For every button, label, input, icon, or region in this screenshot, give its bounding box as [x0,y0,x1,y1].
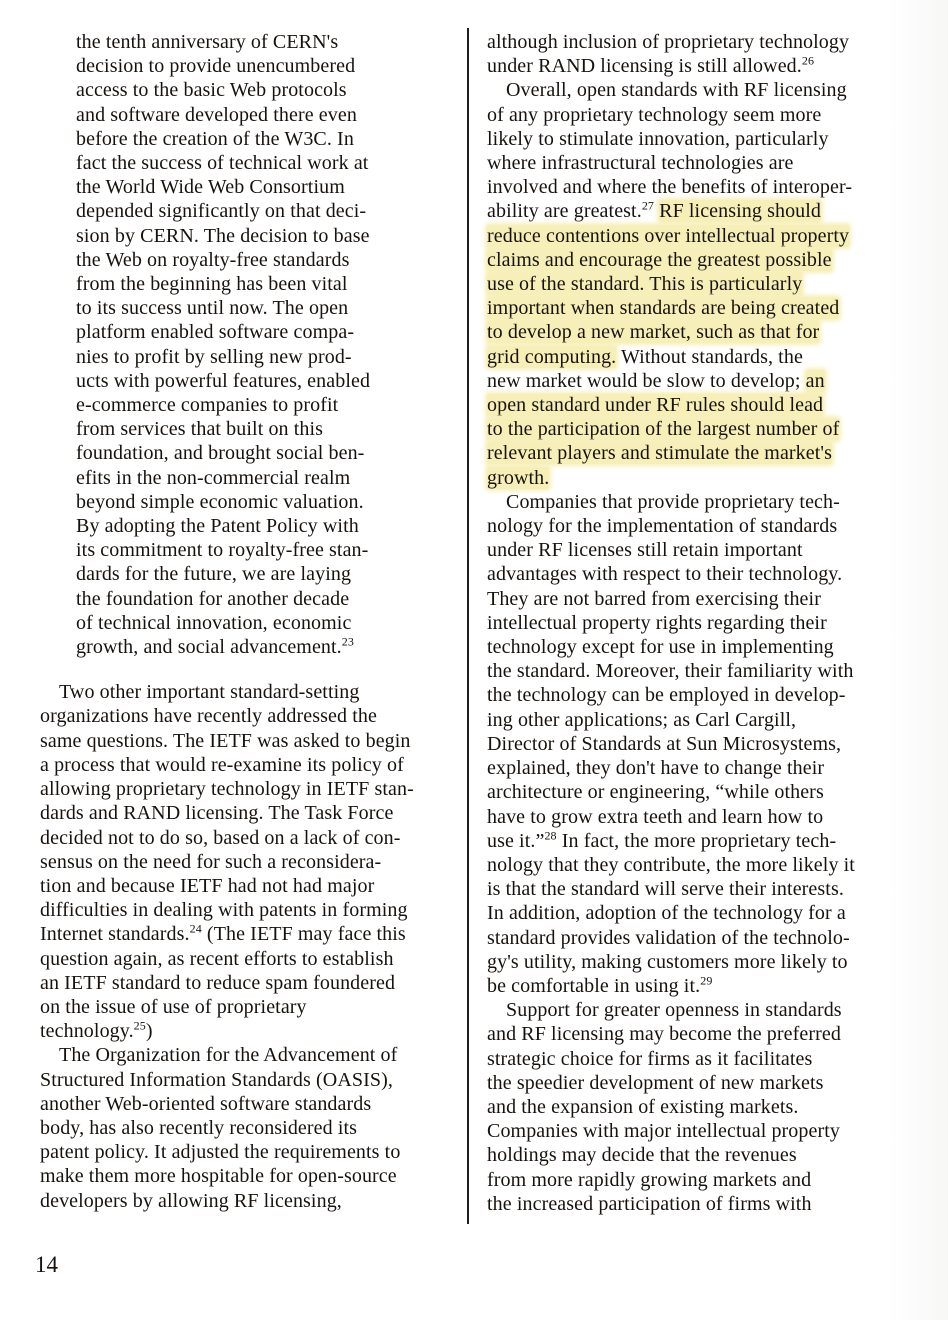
footnote-ref: 27 [641,198,655,213]
text-segment: Internet standards. [40,923,190,946]
text-segment: is that the standard will serve their interests. [487,878,844,901]
paragraph [487,78,919,489]
text-line [76,417,465,441]
text-segment: sion by CERN. The decision to base [76,224,370,247]
text-line [487,417,919,441]
text-segment: Support for greater openness in standards [506,999,842,1022]
text-line [40,1043,465,1067]
text-line [487,103,919,127]
text-line [487,853,919,877]
text-line [40,898,465,922]
text-segment: By adopting the Patent Policy with [76,515,359,538]
text-line [487,950,919,974]
text-segment: where infrastructural technologies are [487,152,794,175]
text-line [76,78,465,102]
text-segment: allowing proprietary technology in IETF stan- [40,778,414,801]
text-line [487,1095,919,1119]
text-line [76,538,465,562]
text-line [487,829,919,853]
text-segment: nology for the implementation of standards [487,515,838,538]
text-segment: the speedier development of new markets [487,1071,824,1094]
text-segment: the World Wide Web Consortium [76,176,345,199]
text-line [487,1119,919,1143]
text-segment: be comfortable in using it. [487,974,701,997]
footnote-ref: 28 [544,828,557,843]
text-segment: In fact, the more proprietary tech- [556,829,837,852]
text-segment: architecture or engineering, “while others [487,781,824,804]
text-segment: tion and because IETF had not had major [40,874,375,897]
text-line [40,1092,465,1116]
text-segment: before the creation of the W3C. In [76,127,354,150]
text-segment: platform enabled software compa- [76,321,355,344]
text-segment: difficulties in dealing with patents in forming [40,899,408,922]
text-line [487,587,919,611]
text-segment: technology except for use in implementing [487,636,834,659]
text-line [487,756,919,780]
text-segment: The Organization for the Advancement of [59,1044,398,1067]
text-segment: under RF licenses still retain important [487,539,803,562]
text-segment: dards for the future, we are laying [76,563,352,586]
highlighted-text: use of the standard. This is particularly [487,273,803,296]
text-line [76,635,465,659]
text-segment: intellectual property rights regarding their [487,611,827,634]
text-segment: make them more hospitable for open-source [40,1165,397,1188]
text-segment: access to the basic Web protocols [76,79,347,102]
text-segment: an IETF standard to reduce spam foundered [40,971,396,994]
text-line [487,1168,919,1192]
text-segment: and RF licensing may become the preferred [487,1023,841,1046]
text-segment: from more rapidly growing markets and [487,1168,812,1191]
text-line [487,466,919,490]
text-segment: ing other applications; as Carl Cargill, [487,708,797,731]
text-line [487,296,919,320]
footnote-ref: 26 [801,53,815,68]
text-line [40,729,465,753]
text-segment: new market would be slow to develop; [487,369,806,392]
text-line [487,441,919,465]
text-segment: the standard. Moreover, their familiarity with [487,660,854,683]
text-line [40,801,465,825]
left-column [40,30,465,1213]
text-line [487,877,919,901]
text-line [487,635,919,659]
text-line [76,30,465,54]
text-line [40,1116,465,1140]
text-segment: Overall, open standards with RF licensing [506,79,847,102]
text-segment: Director of Standards at Sun Microsystems, [487,732,842,755]
text-segment: fact the success of technical work at [76,152,369,175]
paragraph [487,998,919,1216]
text-segment: on the issue of use of proprietary [40,995,307,1018]
text-segment: growth, and social advancement. [76,636,342,659]
text-segment: developers by allowing RF licensing, [40,1189,342,1212]
text-segment: the Web on royalty-free standards [76,248,350,271]
text-line [76,441,465,465]
paragraph [487,490,919,998]
text-segment: nology that they contribute, the more likely it [487,853,855,876]
text-line [40,850,465,874]
highlighted-text: claims and encourage the greatest possible [487,248,832,271]
paragraph [40,680,465,1043]
text-line [487,1047,919,1071]
text-line [487,272,919,296]
text-line [487,224,919,248]
text-line [487,732,919,756]
text-line [487,974,919,998]
text-line [76,54,465,78]
text-segment: nies to profit by selling new prod- [76,345,352,368]
text-line [487,369,919,393]
paragraph [487,30,919,78]
text-segment: decided not to do so, based on a lack of con- [40,826,401,849]
text-segment: have to grow extra teeth and learn how to [487,805,824,828]
text-segment: although inclusion of proprietary technology [487,31,850,53]
footnote-ref: 29 [700,973,713,988]
paragraph [40,1043,465,1212]
text-segment: its commitment to royalty-free stan- [76,539,369,562]
text-line [487,1071,919,1095]
text-line [40,1140,465,1164]
text-line [487,780,919,804]
text-segment: foundation, and brought social ben- [76,442,365,465]
text-line [487,175,919,199]
text-segment: use it.” [487,829,545,852]
text-segment: technology. [40,1020,134,1043]
highlighted-text: grid computing. [487,345,617,368]
text-segment: (The IETF may face this [201,923,406,946]
text-line [40,777,465,801]
text-segment: decision to provide unencumbered [76,55,356,78]
text-line [487,805,919,829]
highlighted-text: reduce contentions over intellectual property [487,224,850,247]
highlighted-text: growth. [487,466,550,489]
text-line [487,151,919,175]
text-line [40,1164,465,1188]
text-line [487,393,919,417]
highlighted-text: open standard under RF rules should lead [487,394,824,417]
text-segment: body, has also recently reconsidered its [40,1116,358,1139]
text-segment: to its success until now. The open [76,297,349,320]
text-line [40,971,465,995]
text-line [76,127,465,151]
text-segment: ucts with powerful features, enabled [76,369,371,392]
text-segment: of technical innovation, economic [76,611,352,634]
text-segment: of any proprietary technology seem more [487,103,822,126]
text-line [76,224,465,248]
text-segment: organizations have recently addressed the [40,705,377,728]
text-segment: the tenth anniversary of CERN's [76,31,339,53]
text-segment: under RAND licensing is still allowed. [487,55,802,78]
text-line [76,248,465,272]
text-line [76,514,465,538]
text-line [40,1068,465,1092]
footnote-ref: 23 [341,634,354,649]
text-line [40,753,465,777]
text-segment: holdings may decide that the revenues [487,1144,797,1167]
text-segment: depended significantly on that deci- [76,200,367,223]
text-segment: Structured Information Standards (OASIS), [40,1068,393,1091]
highlighted-text: to the participation of the largest number of [487,418,840,441]
text-line [40,1189,465,1213]
text-line [76,587,465,611]
text-segment: question again, as recent efforts to establish [40,947,394,970]
text-line [40,995,465,1019]
text-line [40,680,465,704]
text-segment: and the expansion of existing markets. [487,1095,799,1118]
text-segment: ability are greatest. [487,200,642,223]
text-segment: likely to stimulate innovation, particularly [487,127,829,150]
highlighted-text: relevant players and stimulate the market's [487,442,833,465]
text-line [487,30,919,54]
right-column [487,30,919,1216]
text-segment: gy's utility, making customers more likely to [487,950,848,973]
text-line [76,272,465,296]
text-segment: Two other important standard-setting [59,681,360,704]
text-line [76,345,465,369]
text-segment: Companies with major intellectual property [487,1120,840,1143]
text-segment: the foundation for another decade [76,587,350,610]
text-segment: involved and where the benefits of interoper- [487,176,853,199]
text-line [76,103,465,127]
text-line [487,708,919,732]
text-segment: dards and RAND licensing. The Task Force [40,802,394,825]
column-divider [467,28,469,1224]
text-segment: efits in the non-commercial realm [76,466,351,489]
text-segment: the increased participation of firms with [487,1192,812,1215]
text-line [487,490,919,514]
text-line [487,659,919,683]
text-line [487,1192,919,1216]
highlighted-text: an [805,369,825,392]
text-segment: sensus on the need for such a reconsidera- [40,850,382,873]
footnote-ref: 25 [133,1018,146,1033]
text-segment: Companies that provide proprietary tech- [506,490,840,513]
footnote-ref: 24 [189,921,202,936]
text-line [487,199,919,223]
text-segment: from services that built on this [76,418,324,441]
text-line [76,296,465,320]
text-segment: same questions. The IETF was asked to begin [40,729,411,752]
text-segment: e-commerce companies to profit [76,394,339,417]
text-segment: ) [145,1020,153,1043]
text-segment: strategic choice for firms as it facilitates [487,1047,813,1070]
text-line [40,826,465,850]
text-line [40,704,465,728]
text-line [76,320,465,344]
text-line [487,248,919,272]
text-line [487,683,919,707]
text-line [76,611,465,635]
text-line [487,1143,919,1167]
text-segment: a process that would re-examine its policy of [40,753,404,776]
text-line [487,345,919,369]
highlighted-text: to develop a new market, such as that for [487,321,820,344]
text-line [487,1022,919,1046]
text-line [40,947,465,971]
text-line [76,151,465,175]
text-line [487,901,919,925]
text-line [487,127,919,151]
text-segment: another Web-oriented software standards [40,1092,372,1115]
text-segment: beyond simple economic valuation. [76,490,364,513]
text-segment: standard provides validation of the technolo- [487,926,850,949]
text-line [487,998,919,1022]
text-line [487,926,919,950]
text-segment: In addition, adoption of the technology for a [487,902,846,925]
highlighted-text: important when standards are being created [487,297,840,320]
text-segment: explained, they don't have to change their [487,757,825,780]
text-line [76,369,465,393]
text-line [487,514,919,538]
text-segment: Without standards, the [616,345,803,368]
text-line [76,490,465,514]
text-segment: They are not barred from exercising their [487,587,821,610]
text-segment: patent policy. It adjusted the requirements to [40,1141,401,1164]
text-line [487,562,919,586]
text-segment: from the beginning has been vital [76,273,348,296]
text-line [76,562,465,586]
text-line [76,199,465,223]
text-line [487,78,919,102]
text-line [487,320,919,344]
text-line [76,175,465,199]
text-line [76,466,465,490]
text-line [40,1019,465,1043]
highlighted-text: RF licensing should [659,200,822,223]
page-number: 14 [35,1252,58,1277]
text-line [487,54,919,78]
text-segment: the technology can be employed in develop- [487,684,846,707]
text-line [40,922,465,946]
text-line [487,538,919,562]
text-segment: advantages with respect to their technology. [487,563,843,586]
text-line [76,393,465,417]
text-line [40,874,465,898]
block-quote [76,30,465,659]
text-line [487,611,919,635]
text-segment: and software developed there even [76,103,357,126]
